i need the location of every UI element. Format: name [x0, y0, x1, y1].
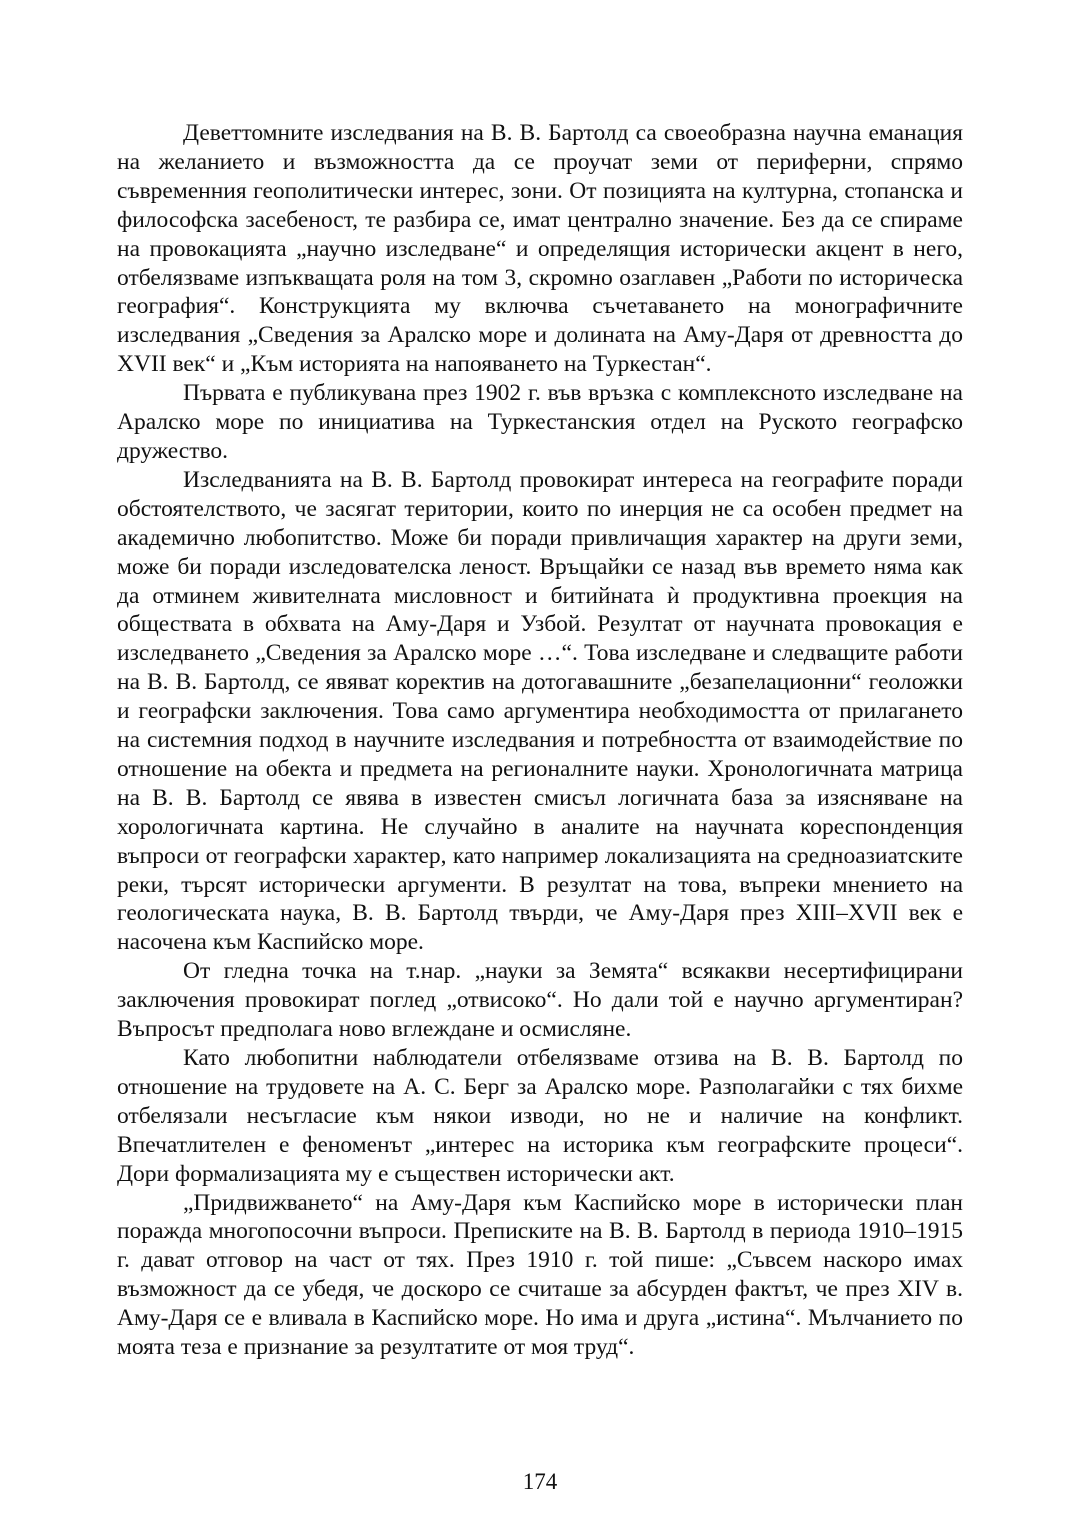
paragraph-1: Деветтомните изследвания на В. В. Бартолд са своеобразна научна еманация на желанието и възможността да се проучат земи от периферни, спрямо съвременния геополитически интерес, зони. От позицията на културна, стопанска и философска засебеност, те разбира се, имат централно значение. Без да се спираме на провокацията „научно изследване“ и определящия исторически акцент в него, отбелязваме изпъкващата роля на том 3, скромно озаглавен „Работи по историческа география“. Конструкцията му включва съчетаването на монографичните изследвания „Сведения за Аралско море и долината на Аму-Даря от древността до XVII век“ и „Към историята на напояването на Туркестан“.: [117, 120, 963, 378]
paragraph-3: Изследванията на В. В. Бартолд провокират интереса на географите поради обстоятелството, че засягат територии, които по инерция не са особен предмет на академично любопитство. Може би поради привличащия характер на други земи, може би поради изследователска леност. Връщайки се назад във времето няма как да отминем живителната мисловност и битийната ѝ продуктивна проекция на обществата в обхвата на Аму-Даря и Узбой. Резултат от научната провокация е изследването „Сведения за Аралско море …“. Това изследване и следващите работи на В. В. Бартолд, се явяват коректив на дотогавашните „безапелационни“ геоложки и географски заключения. Това само аргументира необходимостта от прилагането на системния подход в научните изследвания и потребността от взаимодействие по отношение на обекта и предмета на регионалните науки. Хронологичната матрица на В. В. Бартолд се явява в известен смисъл логичната база за изясняване на хорологичната картина. Не случайно в аналите на научната кореспонденция въпроси от географски характер, като например локализацията на средноазиатските реки, търсят исторически аргументи. В резултат на това, въпреки мнението на геологическата наука, В. В. Бартолд твърди, че Аму-Даря през XIII–XVII век е насочена към Каспийско море.: [117, 466, 963, 956]
body-text: [117, 119, 963, 1362]
page-number: 174: [522, 1469, 558, 1494]
paragraph-4: От гледна точка на т.нар. „науки за Земята“ всякакви несертифицирани заключения провокират поглед „отвисоко“. Но дали той е научно аргументиран? Въпросът предполага ново вглеждане и осмисляне.: [117, 958, 963, 1043]
paragraph-6: „Придвижването“ на Аму-Даря към Каспийско море в исторически план поражда многопосочни въпроси. Преписките на В. В. Бартолд в периода 1910–1915 г. дават отговор на част от тях. През 1910 г. той пише: „Съвсем наскоро имах възможност да се убедя, че доскоро се считаше за абсурден фактът, че през XIV в. Аму-Даря се е вливала в Каспийско море. Но има и друга „истина“. Мълчанието по моята теза е признание за резултатите от моя труд“.: [117, 1189, 963, 1361]
paragraph-2: Първата е публикувана през 1902 г. във връзка с комплексното изследване на Аралско море по инициатива на Туркестанския отдел на Руското географско дружество.: [117, 380, 963, 464]
paragraph-5: Като любопитни наблюдатели отбелязваме отзива на В. В. Бартолд по отношение на трудовете на А. С. Берг за Аралско море. Разполагайки с тях бихме отбелязали несъгласие към някои изводи, но не и наличие на конфликт. Впечатлителен е феноменът „интерес на историка към географските процеси“. Дори формализацията му е съществен исторически акт.: [117, 1045, 963, 1187]
